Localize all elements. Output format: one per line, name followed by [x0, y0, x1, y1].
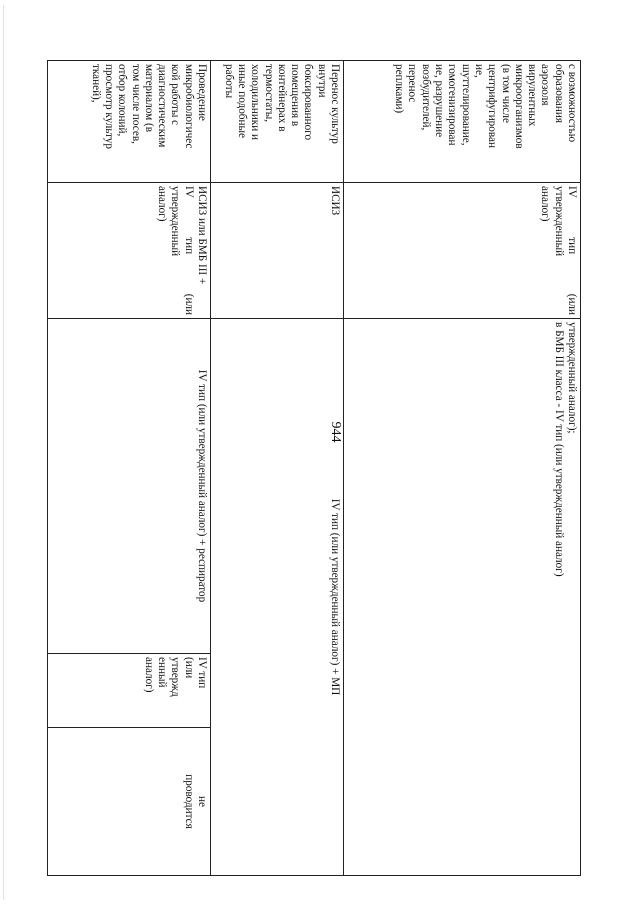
- activity-cell: [48, 61, 211, 183]
- cell-text: кой работы с: [169, 64, 182, 126]
- cell-text: утвержденный аналог);: [566, 322, 578, 434]
- protection-cell: [211, 183, 344, 319]
- cell-text: образования: [552, 64, 565, 124]
- cell-text: боксированного: [302, 64, 315, 141]
- cell-text: перенос: [406, 64, 419, 103]
- cell-text: холодильники и: [249, 64, 262, 141]
- scan-edge-line: [3, 5, 4, 900]
- cell-text: в БМБ III класса - IV тип (или утвержденный аналог): [552, 322, 565, 577]
- cell-text: шуттелирование,: [459, 64, 472, 146]
- cell-text: том числе посев,: [129, 64, 142, 144]
- cell-text: помещения в: [289, 64, 302, 127]
- cell-text: ИСИЗ или БМБ III +: [196, 186, 208, 285]
- cell-text: утвержд: [169, 657, 182, 697]
- cell-text: IV тип (или: [182, 186, 195, 315]
- cell-text: тканей),: [89, 64, 102, 103]
- activity-cell: [344, 61, 581, 183]
- cell-text: работы: [222, 64, 235, 99]
- cell-text: утвержденный: [169, 186, 182, 257]
- cell-text: Перенос культур: [329, 64, 341, 144]
- protection-cell: [344, 183, 581, 319]
- cell-text: реплками): [393, 64, 406, 114]
- cell-text: диагностическим: [156, 64, 169, 148]
- protection-cell: [48, 183, 211, 319]
- cell-text: центрифугирован: [486, 64, 499, 148]
- cell-text: енный: [156, 657, 169, 688]
- cell-text: иные подобные: [235, 64, 248, 138]
- cell-text: отбор колоний,: [116, 64, 129, 137]
- cell-text: ИСИЗ: [329, 186, 341, 216]
- cell-text: аналог): [156, 186, 169, 222]
- cell-text: вирулентных: [526, 64, 539, 127]
- cell-text: IV тип (или утвержденный аналог) + респиратор: [196, 369, 208, 603]
- cell-text: аналог): [142, 657, 155, 693]
- cell-text: (в том числе: [499, 64, 512, 123]
- page-number: 944: [328, 421, 343, 443]
- cell-text: Проведение: [196, 64, 208, 121]
- cell-text: контейнерах в: [275, 64, 288, 132]
- cell-text: термостаты,: [262, 64, 275, 123]
- cell-text: IV тип (или: [566, 186, 578, 315]
- cell-text: микробиологичес: [182, 64, 195, 149]
- cell-text: микроорганизмов: [512, 64, 525, 149]
- cell-text: с возможностью: [566, 64, 578, 143]
- cell-text: IV тип (или утвержденный аналог) + МП: [329, 498, 341, 696]
- cell-text: ие, разрушение: [433, 64, 446, 138]
- table-row: [344, 61, 581, 876]
- cell-text: гомогенизирован: [446, 64, 459, 146]
- cell-text: возбудителей,: [419, 64, 432, 131]
- not-performed-cell: [48, 728, 211, 876]
- cell-text: (или: [182, 657, 195, 679]
- respirator-cell: [48, 319, 211, 654]
- regulation-table: [47, 60, 581, 876]
- cell-text: аэрозоля: [539, 64, 552, 106]
- cell-text: аналог): [539, 186, 552, 222]
- activity-cell: [211, 61, 344, 183]
- cell-text: утвержденный: [552, 186, 565, 257]
- table-row: [48, 61, 211, 876]
- merged-protection-cell: [211, 319, 344, 876]
- cell-text: IV тип: [196, 657, 208, 689]
- cell-text: внутри: [315, 64, 328, 98]
- rotated-page-table: [48, 60, 581, 875]
- cell-text: проводится: [182, 774, 195, 829]
- type-cell: [48, 654, 211, 728]
- merged-protection-cell: [344, 319, 581, 876]
- cell-text: ие,: [472, 64, 485, 78]
- cell-text: не: [196, 796, 208, 807]
- cell-text: просмотр культур: [102, 64, 115, 149]
- table-row: [211, 61, 344, 876]
- cell-text: материалом (в: [142, 64, 155, 133]
